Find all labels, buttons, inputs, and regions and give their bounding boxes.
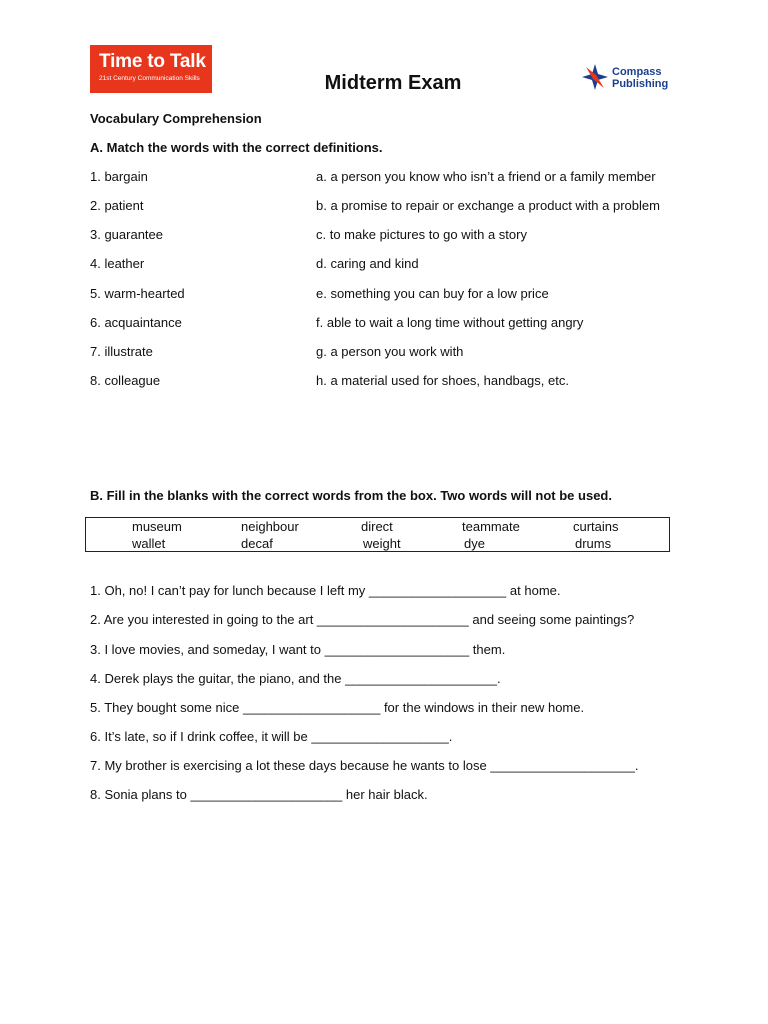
logo-line-1: Compass: [612, 66, 662, 78]
word-box-item: direct: [361, 519, 393, 534]
word-item: 4. leather: [90, 256, 145, 271]
definition-item: d. caring and kind: [316, 256, 419, 271]
word-box: [85, 517, 670, 552]
fill-in-sentence: 7. My brother is exercising a lot these days because he wants to lose ____________________.: [90, 758, 639, 773]
word-box-item: weight: [363, 536, 401, 551]
word-box-item: neighbour: [241, 519, 299, 534]
word-box-item: decaf: [241, 536, 273, 551]
definition-item: e. something you can buy for a low price: [316, 286, 549, 301]
part-b-instruction: B. Fill in the blanks with the correct words from the box. Two words will not be used.: [90, 488, 612, 503]
word-item: 5. warm-hearted: [90, 286, 185, 301]
logo-subtitle: 21st Century Communication Skills: [99, 75, 200, 82]
fill-in-sentence: 2. Are you interested in going to the art _____________________ and seeing some paintings?: [90, 612, 635, 627]
word-box-item: drums: [575, 536, 612, 551]
definition-item: b. a promise to repair or exchange a product with a problem: [316, 198, 660, 213]
definition-item: g. a person you work with: [316, 344, 464, 359]
definition-item: f. able to wait a long time without getting angry: [316, 315, 584, 330]
logo-line-2: Publishing: [612, 78, 669, 90]
word-box-item: wallet: [132, 536, 166, 551]
word-item: 2. patient: [90, 198, 144, 213]
word-box-item: dye: [464, 536, 485, 551]
definition-item: a. a person you know who isn’t a friend or a family member: [316, 169, 656, 184]
section-heading: Vocabulary Comprehension: [90, 111, 262, 126]
definition-item: c. to make pictures to go with a story: [316, 227, 527, 242]
time-to-talk-logo: [90, 45, 212, 93]
word-item: 6. acquaintance: [90, 315, 182, 330]
compass-star-icon: [580, 62, 610, 92]
fill-in-sentence: 3. I love movies, and someday, I want to ____________________ them.: [90, 642, 506, 657]
word-item: 1. bargain: [90, 169, 148, 184]
fill-in-sentence: 4. Derek plays the guitar, the piano, and the _____________________.: [90, 671, 501, 686]
word-item: 7. illustrate: [90, 344, 153, 359]
word-box-item: museum: [132, 519, 182, 534]
word-item: 8. colleague: [90, 373, 161, 388]
part-a-instruction: A. Match the words with the correct definitions.: [90, 140, 383, 155]
word-item: 3. guarantee: [90, 227, 164, 242]
fill-in-sentence: 6. It’s late, so if I drink coffee, it will be ___________________.: [90, 729, 453, 744]
page-title: Midterm Exam: [324, 72, 462, 94]
fill-in-sentence: 8. Sonia plans to _____________________ her hair black.: [90, 787, 428, 802]
logo-title: Time to Talk: [99, 51, 206, 72]
fill-in-sentence: 1. Oh, no! I can’t pay for lunch because I left my ___________________ at home.: [90, 583, 561, 598]
fill-in-sentence: 5. They bought some nice ___________________ for the windows in their new home.: [90, 700, 585, 715]
word-box-item: curtains: [573, 519, 619, 534]
word-box-item: teammate: [462, 519, 520, 534]
definition-item: h. a material used for shoes, handbags, etc.: [316, 373, 569, 388]
